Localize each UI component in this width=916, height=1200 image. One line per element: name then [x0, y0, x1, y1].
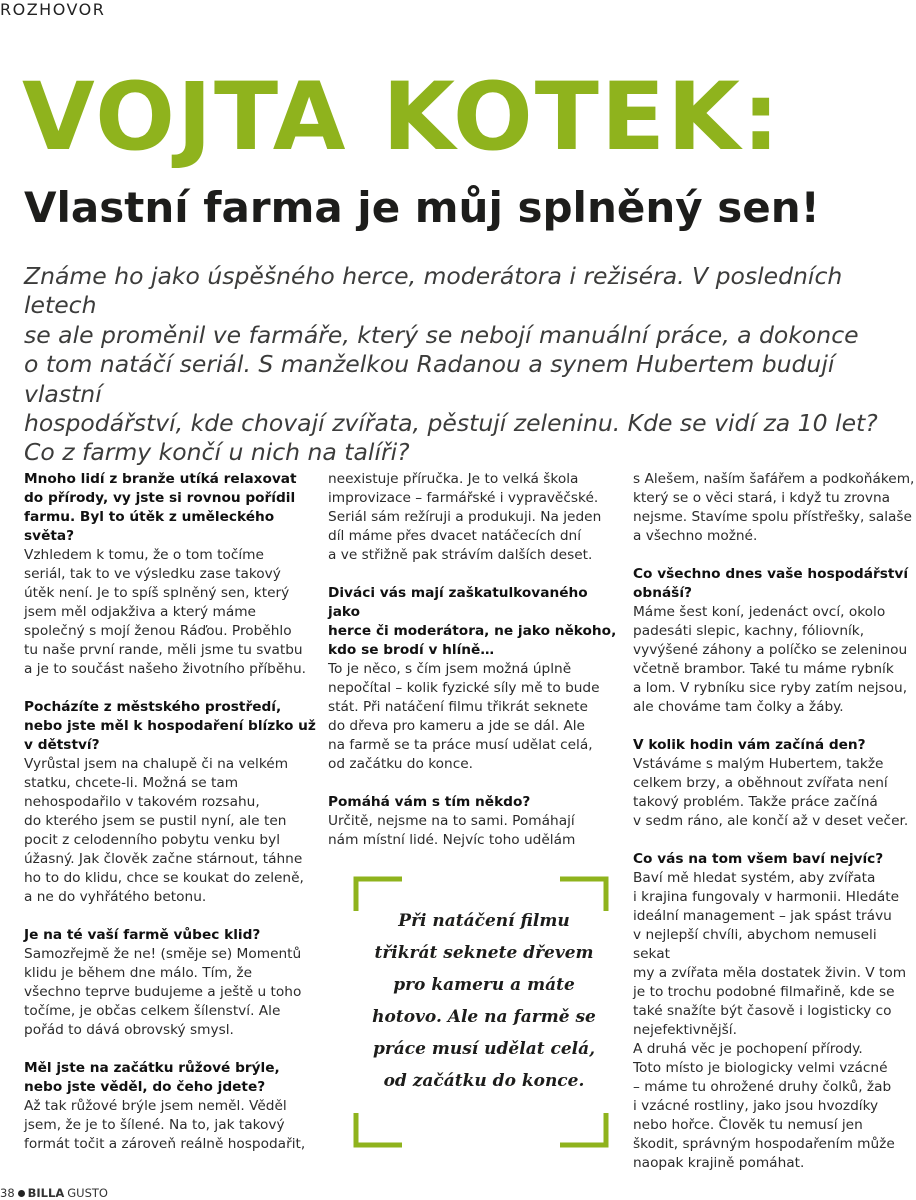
text-line: nebo jste měl k hospodaření blízko už — [24, 718, 316, 734]
text-line: a všechno možné. — [633, 528, 758, 544]
interview-answer — [24, 1097, 316, 1154]
paragraph-gap — [633, 717, 916, 736]
text-line: ale chováme tam čolky a žáby. — [633, 699, 844, 715]
quote-line: pro kameru a máte — [393, 975, 575, 995]
quote-line: práce musí udělat celá, — [372, 1039, 596, 1059]
text-line: farmu. Byl to útěk z uměleckého — [24, 509, 275, 525]
text-line: díl máme přes dvacet natáčecích dní — [328, 528, 582, 544]
interview-question — [328, 584, 623, 660]
text-line: v sedm ráno, ale končí až v deset večer. — [633, 813, 909, 829]
text-line: točíme, je občas celkem šílenství. Ale — [24, 1003, 281, 1019]
text-line: Pocházíte z městského prostředí, — [24, 699, 282, 715]
quote-line: hotovo. Ale na farmě se — [372, 1007, 596, 1027]
text-line: na farmě se ta práce musí udělat celá, — [328, 737, 593, 753]
lead-line: se ale proměnil ve farmáře, který se nebojí manuální práce, a dokonce — [24, 320, 859, 349]
text-line: tu naše první rande, měli jsme tu svatbu — [24, 642, 303, 658]
page-footer — [0, 1186, 108, 1200]
text-line: kdo se brodí v hlíně… — [328, 642, 495, 658]
text-line: improvizace – farmářské i vypravěčské. — [328, 490, 599, 506]
text-line: úžasný. Jak člověk začne stárnout, táhne — [24, 851, 303, 867]
interview-answer — [633, 470, 916, 546]
quote-line: třikrát seknete dřevem — [374, 943, 594, 963]
interview-question — [633, 565, 916, 603]
text-line: Baví mě hledat systém, aby zvířata — [633, 870, 876, 886]
pull-quote — [350, 873, 612, 1151]
text-line: Určitě, nejsme na to sami. Pomáhají — [328, 813, 575, 829]
interview-answer — [24, 945, 316, 1040]
text-line: také snažíte být časově i logisticky co — [633, 1003, 892, 1019]
paragraph-gap — [328, 565, 623, 584]
text-line: do kterého jsem se pustil nyní, ale ten — [24, 813, 287, 829]
page-number: 38 — [0, 1186, 15, 1200]
text-line: A druhá věc je pochopení přírody. — [633, 1041, 863, 1057]
article-column-2 — [328, 470, 623, 850]
article-column-1 — [24, 470, 316, 1154]
text-line: v nejlepší chvíli, abychom nemuseli sekat — [633, 927, 877, 962]
article-column-3 — [633, 470, 916, 1173]
paragraph-gap — [633, 831, 916, 850]
text-line: nejsme. Stavíme spolu přístřešky, salaše — [633, 509, 912, 525]
text-line: neexistuje příručka. Je to velká škola — [328, 471, 579, 487]
main-title: VOJTA KOTEK: — [22, 63, 782, 172]
text-line: naopak krajině pomáhat. — [633, 1155, 805, 1171]
text-line: v dětství? — [24, 737, 100, 753]
quote-line: Při natáčení filmu — [398, 911, 570, 931]
text-line: Až tak růžové brýle jsem neměl. Věděl — [24, 1098, 287, 1114]
interview-question — [24, 470, 316, 546]
pull-quote-text — [364, 905, 604, 1097]
text-line: takový problém. Takže práce začíná — [633, 794, 878, 810]
text-line: a ne do vyhřátého betonu. — [24, 889, 207, 905]
text-line: škodit, správným hospodařením může — [633, 1136, 895, 1152]
text-line: který se o věci stará, i když tu zrovna — [633, 490, 891, 506]
text-line: stát. Při natáčení filmu třikrát seknete — [328, 699, 588, 715]
lead-line: o tom natáčí seriál. S manželkou Radanou a synem Hubertem budují vlastní — [24, 350, 835, 408]
text-line: Mnoho lidí z branže utíká relaxovat — [24, 471, 297, 487]
text-line: Seriál sám režíruji a produkuji. Na jeden — [328, 509, 602, 525]
lead-line: hospodářství, kde chovají zvířata, pěstují zeleninu. Kde se vidí za 10 let? — [24, 409, 878, 438]
section-label: ROZHOVOR — [0, 0, 106, 19]
text-line: Toto místo je biologicky velmi vzácné — [633, 1060, 888, 1076]
text-line: Máme šest koní, jedenáct ovcí, okolo — [633, 604, 886, 620]
text-line: – máme tu ohrožené druhy čolků, žab — [633, 1079, 892, 1095]
text-line: Pomáhá vám s tím někdo? — [328, 794, 531, 810]
text-line: a ve střižně pak strávím dalších deset. — [328, 547, 593, 563]
text-line: včetně brambor. Také tu máme rybník — [633, 661, 894, 677]
text-line: ho to do klidu, chce se koukat do zeleně, — [24, 870, 304, 886]
paragraph-gap — [24, 679, 316, 698]
interview-question — [24, 698, 316, 755]
text-line: V kolik hodin vám začíná den? — [633, 737, 866, 753]
text-line: společný s mojí ženou Ráďou. Proběhlo — [24, 623, 292, 639]
interview-answer — [24, 755, 316, 907]
text-line: od začátku do konce. — [328, 756, 473, 772]
text-line: obnáší? — [633, 585, 692, 601]
text-line: herce či moderátora, ne jako někoho, — [328, 623, 617, 639]
interview-question — [24, 1059, 316, 1097]
text-line: jsem měl odjakživa a který máme — [24, 604, 256, 620]
text-line: nebo hořce. Člověk tu nemusí jen — [633, 1117, 863, 1133]
text-line: s Alešem, naším šafářem a podkoňákem, — [633, 471, 915, 487]
interview-answer — [633, 755, 916, 831]
interview-answer — [328, 660, 623, 774]
text-line: Co všechno dnes vaše hospodářství — [633, 566, 909, 582]
text-line: vyvýšené záhony a políčko se zeleninou — [633, 642, 908, 658]
text-line: do dřeva pro kameru a jde se dál. Ale — [328, 718, 585, 734]
text-line: Vstáváme s malým Hubertem, takže — [633, 756, 884, 772]
interview-answer — [24, 546, 316, 679]
text-line: jsem, že je to šílené. Na to, jak takový — [24, 1117, 285, 1133]
lead-line: Známe ho jako úspěšného herce, moderátora i režiséra. V posledních letech — [24, 262, 843, 320]
bullet-dot-icon — [18, 1190, 25, 1197]
paragraph-gap — [24, 907, 316, 926]
text-line: pocit z celodenního pobytu venku byl — [24, 832, 280, 848]
text-line: ideální management – jak spást trávu — [633, 908, 892, 924]
text-line: Vyrůstal jsem na chalupě či na velkém — [24, 756, 289, 772]
text-line: nepočítal – kolik fyzické síly mě to bude — [328, 680, 600, 696]
interview-answer — [328, 812, 623, 850]
text-line: nám místní lidé. Nejvíc toho udělám — [328, 832, 576, 848]
interview-answer — [328, 470, 623, 565]
text-line: seriál, tak to ve výsledku zase takový — [24, 566, 281, 582]
text-line: Samozřejmě že ne! (směje se) Momentů — [24, 946, 302, 962]
paragraph-gap — [24, 1040, 316, 1059]
lead-paragraph — [24, 262, 904, 468]
text-line: klidu je během dne málo. Tím, že — [24, 965, 253, 981]
text-line: my a zvířata měla dostatek živin. V tom — [633, 965, 907, 981]
interview-question — [633, 736, 916, 755]
quote-line: od začátku do konce. — [383, 1071, 585, 1091]
text-line: světa? — [24, 528, 75, 544]
text-line: statku, chcete-li. Možná se tam — [24, 775, 239, 791]
paragraph-gap — [328, 774, 623, 793]
interview-question — [328, 793, 623, 812]
text-line: celkem brzy, a oběhnout zvířata není — [633, 775, 888, 791]
text-line: nehospodařilo v takovém rozsahu, — [24, 794, 260, 810]
interview-question — [24, 926, 316, 945]
text-line: Je na té vaší farmě vůbec klid? — [24, 927, 261, 943]
brand-name: BILLA — [27, 1186, 65, 1200]
text-line: je to trochu podobné filmařině, kde se — [633, 984, 895, 1000]
text-line: To je něco, s čím jsem možná úplně — [328, 661, 572, 677]
text-line: i krajina fungovaly v harmonii. Hledáte — [633, 889, 900, 905]
interview-answer — [633, 869, 916, 1173]
text-line: a je to součást našeho životního příběhu. — [24, 661, 306, 677]
paragraph-gap — [633, 546, 916, 565]
lead-line: Co z farmy končí u nich na talíři? — [24, 438, 410, 467]
text-line: Co vás na tom všem baví nejvíc? — [633, 851, 884, 867]
text-line: nebo jste věděl, do čeho jdete? — [24, 1079, 266, 1095]
text-line: všechno teprve budujeme a ještě u toho — [24, 984, 302, 1000]
text-line: pořád to dává obrovský smysl. — [24, 1022, 234, 1038]
brand-suffix: GUSTO — [67, 1186, 108, 1200]
interview-answer — [633, 603, 916, 717]
text-line: a lom. V rybníku sice ryby zatím nejsou, — [633, 680, 908, 696]
interview-question — [633, 850, 916, 869]
subtitle: Vlastní farma je můj splněný sen! — [24, 183, 820, 232]
text-line: Diváci vás mají zaškatulkovaného jako — [328, 585, 588, 620]
text-line: útěk není. Je to spíš splněný sen, který — [24, 585, 290, 601]
text-line: Vzhledem k tomu, že o tom točíme — [24, 547, 264, 563]
text-line: i vzácné rostliny, jako jsou hvozdíky — [633, 1098, 879, 1114]
text-line: do přírody, vy jste si rovnou pořídil — [24, 490, 296, 506]
text-line: nejefektivnější. — [633, 1022, 737, 1038]
text-line: formát točit a zároveň reálně hospodařit, — [24, 1136, 306, 1152]
text-line: Měl jste na začátku růžové brýle, — [24, 1060, 280, 1076]
text-line: padesáti slepic, kachny, fóliovník, — [633, 623, 865, 639]
